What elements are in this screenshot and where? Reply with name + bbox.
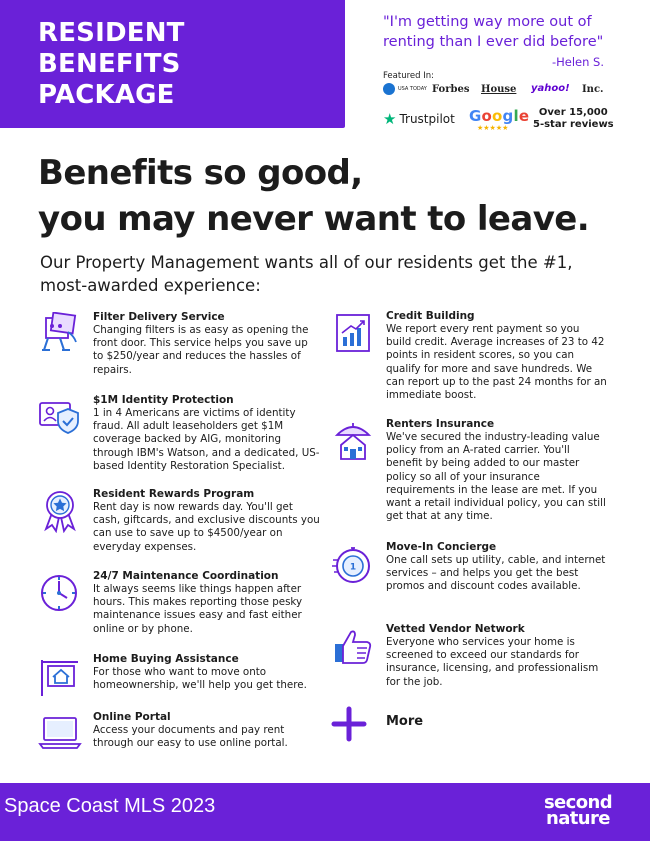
- benefit-title: Vetted Vendor Network: [386, 623, 525, 635]
- benefit-desc: Rent day is now rewards day. You'll get cash, giftcards, and exclusive discounts you can use to save up to $4500/year on everyday expenses.: [93, 501, 320, 553]
- featured-in-label: Featured In:: [383, 71, 434, 81]
- benefit-desc: Access your documents and pay rent through our easy to use online portal.: [93, 724, 288, 750]
- house-umbrella-icon: [331, 419, 375, 463]
- testimonial-quote: "I'm getting way more out of renting than I ever did before": [383, 14, 604, 50]
- house-logo: House: [481, 84, 517, 95]
- benefit-title: Credit Building: [386, 310, 475, 322]
- usa-today-logo: USA TODAY: [383, 83, 418, 95]
- benefit-desc: It always seems like things happen after hours. This makes reporting those pesky maintenance issues easy and fast either online or by phone.: [93, 583, 303, 635]
- plus-icon: [331, 706, 367, 742]
- benefit-title: $1M Identity Protection: [93, 394, 234, 406]
- benefit-desc: 1 in 4 Americans are victims of identity fraud. All adult leaseholders get $1M coverage backed by AIG, monitoring through IBM's Watson, and a dedicated, US-based Identity Restoration Specialist.: [93, 407, 320, 472]
- speed-clock-icon: [331, 542, 375, 586]
- identity-shield-icon: [38, 395, 82, 439]
- benefit-title: 24/7 Maintenance Coordination: [93, 570, 279, 582]
- clock-icon: [38, 571, 82, 615]
- delivery-box-icon: [38, 312, 82, 356]
- reviews-count: Over 15,000 5-star reviews: [533, 107, 614, 130]
- laptop-icon: [38, 712, 82, 756]
- benefit-title: Renters Insurance: [386, 418, 495, 430]
- google-logo: Google: [469, 107, 530, 125]
- testimonial-author: -Helen S.: [551, 55, 604, 69]
- more-label: More: [386, 714, 424, 729]
- benefit-desc: Changing filters is as easy as opening the front door. This service helps you save up to $250/year and reduces the hassles of repairs.: [93, 324, 309, 376]
- google-rating: [469, 106, 529, 132]
- benefit-title: Move-In Concierge: [386, 541, 497, 553]
- benefit-title: Online Portal: [93, 711, 171, 723]
- footer-bar: [0, 783, 650, 841]
- inc-logo: Inc.: [582, 84, 604, 95]
- benefit-desc: For those who want to move onto homeownership, we'll help you get there.: [93, 666, 307, 692]
- press-logos: [383, 83, 623, 101]
- benefit-desc: One call sets up utility, cable, and internet services – and helps you get the best promos and discount codes available.: [386, 554, 606, 593]
- footer-caption: Space Coast MLS 2023: [4, 795, 216, 817]
- banner-title: RESIDENT BENEFITS PACKAGE: [38, 18, 185, 110]
- benefit-title: Resident Rewards Program: [93, 488, 255, 500]
- page-headline: Benefits so good, you may never want to leave.: [38, 153, 590, 239]
- benefit-title: Filter Delivery Service: [93, 311, 225, 323]
- award-ribbon-icon: [38, 489, 82, 533]
- header-banner: [0, 0, 345, 128]
- trustpilot-logo: ★ Trustpilot: [383, 110, 455, 128]
- ratings-row: [383, 106, 623, 132]
- benefit-desc: We've secured the industry-leading value policy from an A-rated carrier. You'll benefit by being added to our master policy so all of your insurance requirements in the lease are met. If you want a retail individual policy, you can still get that at any time.: [386, 431, 606, 523]
- bar-chart-icon: [331, 311, 375, 355]
- forbes-logo: Forbes: [432, 84, 470, 95]
- home-sign-icon: [38, 654, 82, 698]
- benefit-desc: Everyone who services your home is screened to exceed our standards for insurance, licensing, and professionalism for the job.: [386, 636, 599, 688]
- brand-logo: second nature: [543, 792, 612, 829]
- benefit-title: Home Buying Assistance: [93, 653, 239, 665]
- intro-text: Our Property Management wants all of our residents get the #1, most-awarded experience:: [40, 253, 573, 295]
- yahoo-logo: yahoo!: [531, 83, 570, 94]
- svg-text:1: 1: [349, 562, 357, 573]
- benefit-desc: We report every rent payment so you build credit. Average increases of 23 to 42 points in resident scores, so you can qualify for more and save hundreds. We can report up to the past 24 months for an immediate boost.: [386, 323, 607, 402]
- thumbs-up-icon: [331, 624, 375, 668]
- rating-stars-icon: ★★★★★: [477, 124, 509, 132]
- star-icon: ★: [383, 110, 397, 128]
